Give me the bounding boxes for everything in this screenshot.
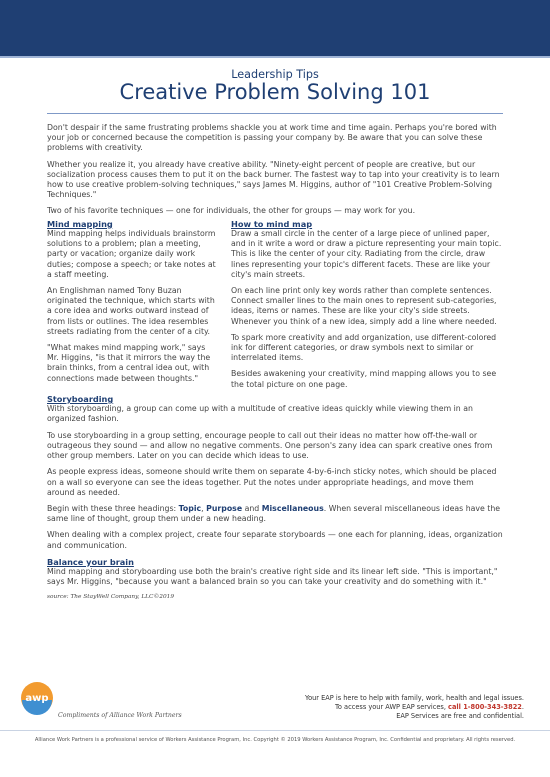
storyboarding-paragraph: To use storyboarding in a group setting, encourage people to call out their ideas no matter how off-the-wall or outrageous they sound — and allow no negative comments. One person's zany idea can spark creative ones from other group members. Later on you can decide which ideas to use. (47, 430, 493, 461)
text-run: . (521, 703, 524, 711)
balance-paragraph: Mind mapping and storyboarding use both the brain's creative right side and its linear left side. "This is important," says Mr. Higgins, "because you want a balanced brain so you can take your creativity and do something with it." (47, 567, 498, 587)
text-run: . When several miscellaneous ideas have the same line of thought, group them under a new heading. (47, 503, 501, 524)
page-kicker: Leadership Tips (231, 68, 319, 81)
keyword-purpose: Purpose (206, 503, 243, 513)
text-run: , (201, 503, 207, 513)
how-to-paragraph: Besides awakening your creativity, mind mapping allows you to see the total picture on one page. (231, 369, 497, 389)
logo-wordmark: awp (25, 693, 49, 704)
mind-mapping-paragraph: Mind mapping helps individuals brainstorm solutions to a problem; plan a meeting, party or vacation; organize daily work duties; compose a speech; or take notes at a staff meeting. (47, 229, 216, 279)
source-credit: source: The StayWell Company, LLC©2019 (47, 593, 175, 600)
mind-mapping-column (47, 219, 219, 390)
keyword-topic: Topic (178, 503, 202, 513)
storyboarding-heading: Storyboarding (47, 393, 114, 404)
storyboarding-paragraph: With storyboarding, a group can come up with a multitude of creative ideas quickly while viewing them in an organized fashion. (47, 404, 473, 424)
intro-paragraph: Two of his favorite techniques — one for individuals, the other for groups — may work for you. (47, 206, 416, 216)
compliments-line: Compliments of Alliance Work Partners (58, 712, 182, 719)
storyboarding-paragraph: As people express ideas, someone should write them on separate 4-by-6-inch sticky notes, which should be placed on a wall so everyone can see the ideas together. Put the notes under appropriate headings, and move them around as needed. (47, 467, 497, 497)
how-to-paragraph: On each line print only key words rather than complete sentences. Connect smaller lines to the main ones to represent sub-categories, ideas, items or names. These are like your city's side streets. Whenever you think of a new idea, simply add a line where needed. (231, 286, 497, 326)
awp-logo-icon (20, 681, 54, 715)
how-to-column (231, 219, 503, 390)
how-to-paragraph: To spark more creativity and add organization, use different-colored ink for different categories, or draw symbols next to similar or interrelated items. (231, 332, 497, 363)
eap-line (305, 703, 524, 712)
storyboarding-headings-paragraph (47, 504, 503, 524)
eap-line: EAP Services are free and confidential. (396, 712, 524, 720)
text-run: To access your AWP EAP services, (335, 703, 449, 711)
balance-heading: Balance your brain (47, 556, 134, 567)
footer-divider (0, 730, 550, 731)
intro-paragraph: Whether you realize it, you already have creative ability. "Ninety-eight percent of people are creative, but our socialization process causes them to put it on the back burner. The fastest way to tap into your creativity is to learn how to use creative problem-solving techniques," says James M. Higgins, author of "101 Creative Problem-Solving Techniques." (47, 159, 500, 200)
title-divider (47, 113, 503, 114)
header-band-rule (0, 56, 550, 58)
text-run: Begin with these three headings: (47, 503, 179, 513)
two-column-section (47, 219, 503, 390)
eap-phone-number: call 1-800-343-3822 (448, 703, 522, 711)
mind-mapping-heading: Mind mapping (47, 218, 113, 229)
keyword-miscellaneous: Miscellaneous (261, 503, 324, 513)
how-to-paragraph: Draw a small circle in the center of a large piece of unlined paper, and in it write a word or draw a picture representing your main topic. This is like the center of your city. Radiating from the circle, draw lines representing your topic's different facets. These are like your city's main streets. (231, 229, 502, 279)
how-to-heading: How to mind map (231, 218, 313, 229)
eap-line: Your EAP is here to help with family, work, health and legal issues. (304, 694, 524, 702)
header-band (0, 0, 550, 56)
article-body (47, 123, 503, 602)
text-run: and (242, 503, 262, 513)
mind-mapping-paragraph: "What makes mind mapping work," says Mr. Higgins, "is that it mirrors the way the brain thinks, from a central idea out, with connections made between thoughts." (47, 343, 211, 383)
legal-footer: Alliance Work Partners is a professional service of Workers Assistance Program, Inc. Copyright © 2019 Workers Assistance Program, Inc. Confidential and proprietary. All rights reserved. (34, 737, 516, 743)
page-title: Creative Problem Solving 101 (119, 80, 431, 104)
intro-paragraph: Don't despair if the same frustrating problems shackle you at work time and time again. Perhaps you're bored with your job or concerned because the competition is passing your company by. Be aware that you can solve these problems with creativity. (47, 123, 497, 153)
storyboarding-paragraph: When dealing with a complex project, create four separate storyboards — one each for planning, ideas, organization and communication. (47, 530, 503, 550)
eap-info (305, 694, 524, 721)
mind-mapping-paragraph: An Englishman named Tony Buzan originated the technique, which starts with a core idea and works outward instead of from lists or outlines. The idea resembles streets radiating from the center of a city. (47, 286, 215, 336)
